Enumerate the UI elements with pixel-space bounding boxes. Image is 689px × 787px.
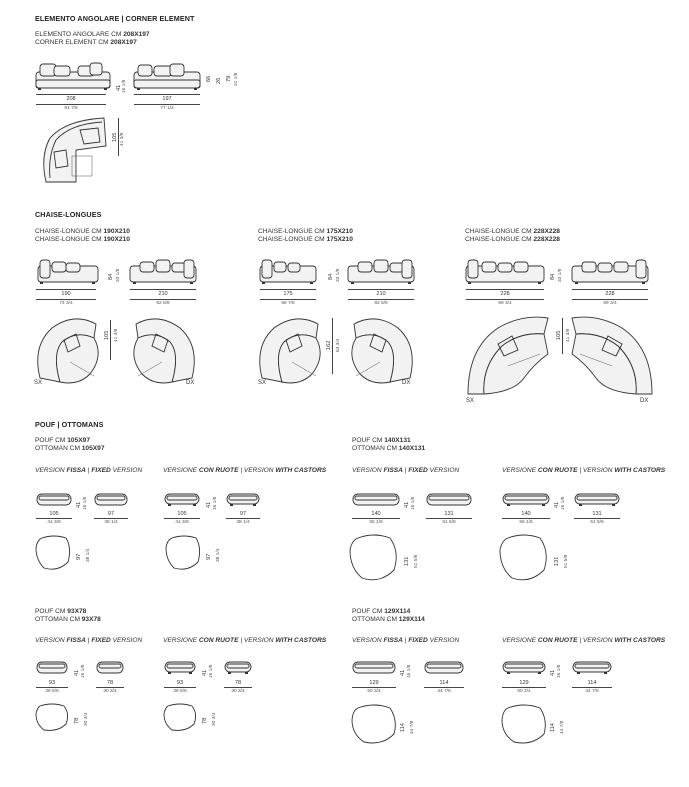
chaise-3-width-a-in: 89 3/4 (498, 301, 512, 306)
pouf-3-fixed-top-depth: 78 (74, 717, 80, 724)
pouf-1-subtitle-a: POUF CM 105X97 (35, 437, 90, 444)
chaise-1-subtitle-a: CHAISE-LONGUE CM 190X210 (35, 228, 130, 235)
pouf-3-fixed-top-view (34, 702, 70, 734)
pouf-2-fixed-version-label: VERSION FISSA | FIXED VERSION (352, 467, 460, 474)
pouf-1-castors-width-in: 41 3/8 (175, 520, 189, 525)
chaise-1-top-view-dx (128, 316, 198, 388)
chaise-3-depth: 105 (556, 330, 562, 340)
pouf-1-fixed-side-view (36, 492, 72, 508)
corner-depth-in: 41 3/8 (120, 132, 125, 146)
corner-width-2-in: 77 1/2 (160, 106, 174, 111)
corner-top-view (36, 116, 116, 188)
chaise-2-width-a: 175 (283, 291, 293, 297)
corner-heading: ELEMENTO ANGOLARE | CORNER ELEMENT (35, 14, 195, 23)
chaise-3-subtitle-b: CHAISE-LONGUE CM 228X228 (465, 236, 560, 243)
pouf-3-castors-side-view-b (224, 660, 252, 676)
corner-seat-height: 41 (116, 84, 122, 91)
pouf-2-castors-side-view-b (574, 492, 620, 508)
pouf-1-castors-height-in: 16 1/8 (213, 496, 218, 510)
chaise-2-top-view-dx (346, 316, 416, 388)
chaise-1-depth-in: 41 3/8 (114, 328, 119, 342)
chaise-1-top-view-sx (34, 316, 104, 388)
chaise-3-top-view-dx (566, 314, 656, 398)
pouf-2-castors-top-view (498, 532, 552, 584)
chaise-2-dx-label: DX (402, 380, 411, 386)
pouf-4-castors-height: 41 (550, 669, 556, 676)
chaise-1-sx-label: SX (34, 380, 43, 386)
pouf-2-castors-height: 41 (554, 501, 560, 508)
pouf-2-castors-depth-in: 51 5/8 (590, 520, 604, 525)
chaise-2-depth: 162 (326, 340, 332, 350)
chaise-2-height: 84 (328, 273, 334, 280)
pouf-2-fixed-depth: 131 (444, 511, 454, 517)
pouf-3-fixed-side-view-b (96, 660, 124, 676)
pouf-3-fixed-width: 93 (48, 680, 56, 686)
pouf-1-castors-height: 41 (206, 501, 212, 508)
pouf-2-fixed-top-depth-in: 51 5/8 (414, 554, 419, 568)
pouf-4-fixed-width-in: 50 3/4 (367, 689, 381, 694)
pouf-3-castors-depth: 78 (234, 680, 242, 686)
pouf-2-fixed-top-view (348, 532, 402, 584)
pouf-4-subtitle-b: OTTOMAN CM 129X114 (352, 616, 425, 623)
pouf-2-fixed-height-in: 16 1/8 (411, 496, 416, 510)
pouf-2-castors-width: 140 (521, 511, 531, 517)
chaise-3-dx-label: DX (640, 398, 649, 404)
chaise-2-width-b: 210 (376, 291, 386, 297)
chaise-3-width-a: 228 (500, 291, 510, 297)
pouf-1-fixed-version-label: VERSION FISSA | FIXED VERSION (35, 467, 143, 474)
pouf-2-subtitle-b: OTTOMAN CM 140X131 (352, 445, 426, 452)
chaise-1-width-b-in: 82 5/8 (156, 301, 170, 306)
chaise-2-subtitle-a: CHAISE-LONGUE CM 175X210 (258, 228, 353, 235)
pouf-3-castors-top-depth-in: 30 3/4 (212, 712, 217, 726)
pouf-1-castors-depth-in: 38 1/4 (236, 520, 250, 525)
pouf-4-castors-depth-in: 44 7/8 (585, 689, 599, 694)
pouf-2-subtitle-a: POUF CM 140X131 (352, 437, 411, 444)
chaise-1-height-in: 33 1/8 (116, 268, 121, 282)
pouf-1-fixed-top-depth: 97 (76, 553, 82, 560)
pouf-4-fixed-depth-in: 44 7/8 (437, 689, 451, 694)
chaise-2-width-a-in: 68 7/8 (281, 301, 295, 306)
pouf-2-fixed-width: 140 (371, 511, 381, 517)
chaise-2-height-in: 33 1/8 (336, 268, 341, 282)
chaise-3-width-b-in: 89 3/4 (603, 301, 617, 306)
corner-width-1-in: 81 7/8 (64, 106, 78, 111)
pouf-1-fixed-height-in: 16 1/8 (83, 496, 88, 510)
pouf-1-castors-side-view (164, 492, 200, 508)
pouf-1-fixed-height: 41 (76, 501, 82, 508)
chaise-1-side-view-b (128, 258, 198, 288)
pouf-4-fixed-width: 129 (369, 680, 379, 686)
pouf-4-subtitle-a: POUF CM 129X114 (352, 608, 411, 615)
chaise-heading: CHAISE-LONGUES (35, 210, 102, 219)
pouf-4-castors-side-view-b (572, 660, 612, 676)
chaise-3-depth-in: 41 3/8 (566, 328, 571, 342)
pouf-3-fixed-depth: 78 (106, 680, 114, 686)
chaise-3-height: 84 (550, 273, 556, 280)
chaise-3-top-view-sx (464, 314, 554, 398)
pouf-4-fixed-height-in: 16 1/8 (407, 664, 412, 678)
pouf-3-castors-width-in: 36 5/8 (173, 689, 187, 694)
pouf-2-fixed-side-view-b (426, 492, 472, 508)
pouf-4-castors-side-view (502, 660, 546, 676)
chaise-3-side-view-a (464, 258, 548, 288)
chaise-1-side-view-a (36, 258, 100, 288)
chaise-2-side-view-a (258, 258, 320, 288)
pouf-1-fixed-depth-in: 38 1/4 (104, 520, 118, 525)
pouf-4-fixed-depth: 114 (439, 680, 449, 686)
chaise-2-side-view-b (346, 258, 416, 288)
pouf-2-fixed-side-view (352, 492, 400, 508)
chaise-1-width-a: 190 (61, 291, 71, 297)
corner-side-view-left (34, 60, 114, 94)
pouf-heading: POUF | OTTOMANS (35, 420, 104, 429)
pouf-3-castors-top-depth: 78 (202, 717, 208, 724)
pouf-4-fixed-side-view-b (424, 660, 464, 676)
pouf-1-fixed-side-view-b (94, 492, 128, 508)
pouf-3-castors-depth-in: 30 3/4 (231, 689, 245, 694)
corner-back-height: 79 (226, 75, 232, 82)
pouf-3-castors-top-view (162, 702, 198, 734)
pouf-4-fixed-top-depth: 114 (400, 723, 406, 732)
pouf-2-castors-height-in: 16 1/8 (561, 496, 566, 510)
pouf-4-castors-depth: 114 (587, 680, 597, 686)
pouf-2-castors-top-depth: 131 (554, 556, 560, 566)
pouf-4-castors-version-label: VERSIONE CON RUOTE | VERSION WITH CASTORS (502, 637, 666, 644)
pouf-3-fixed-depth-in: 30 3/4 (103, 689, 117, 694)
corner-depth: 105 (112, 132, 118, 142)
pouf-2-castors-width-in: 55 1/8 (519, 520, 533, 525)
pouf-3-castors-side-view (164, 660, 196, 676)
pouf-2-castors-version-label: VERSIONE CON RUOTE | VERSION WITH CASTORS (502, 467, 666, 474)
pouf-3-castors-width: 93 (176, 680, 184, 686)
chaise-2-subtitle-b: CHAISE-LONGUE CM 175X210 (258, 236, 353, 243)
chaise-2-top-view-sx (256, 316, 326, 388)
pouf-4-castors-width-in: 50 3/4 (517, 689, 531, 694)
pouf-3-fixed-height: 41 (74, 669, 80, 676)
pouf-2-castors-side-view (502, 492, 550, 508)
corner-width-1: 208 (66, 96, 76, 102)
chaise-1-subtitle-b: CHAISE-LONGUE CM 190X210 (35, 236, 130, 243)
pouf-4-castors-top-view (500, 702, 550, 748)
pouf-4-castors-top-depth-in: 44 7/8 (560, 720, 565, 734)
chaise-1-width-a-in: 74 3/4 (59, 301, 73, 306)
pouf-4-fixed-version-label: VERSION FISSA | FIXED VERSION (352, 637, 460, 644)
pouf-1-fixed-depth: 97 (107, 511, 115, 517)
pouf-3-castors-version-label: VERSIONE CON RUOTE | VERSION WITH CASTORS (163, 637, 327, 644)
pouf-4-fixed-top-depth-in: 44 7/8 (410, 720, 415, 734)
pouf-1-castors-top-view (164, 534, 204, 574)
chaise-3-side-view-b (570, 258, 650, 288)
chaise-2-depth-in: 63 3/4 (336, 338, 341, 352)
pouf-4-fixed-top-view (350, 702, 400, 748)
corner-subtitle-it: ELEMENTO ANGOLARE CM 208X197 (35, 31, 150, 38)
chaise-2-width-b-in: 82 5/8 (374, 301, 388, 306)
chaise-3-subtitle-a: CHAISE-LONGUE CM 228X228 (465, 228, 560, 235)
pouf-1-fixed-width-in: 41 3/8 (47, 520, 61, 525)
pouf-2-castors-top-depth-in: 51 5/8 (564, 554, 569, 568)
pouf-3-fixed-width-in: 36 5/8 (45, 689, 59, 694)
pouf-2-fixed-top-depth: 131 (404, 556, 410, 566)
pouf-4-fixed-side-view (352, 660, 396, 676)
pouf-1-castors-side-view-b (226, 492, 260, 508)
pouf-2-castors-depth: 131 (592, 511, 602, 517)
corner-side-view-right (132, 60, 204, 94)
pouf-4-castors-height-in: 16 1/8 (557, 664, 562, 678)
pouf-1-castors-version-label: VERSIONE CON RUOTE | VERSION WITH CASTORS (163, 467, 327, 474)
pouf-1-castors-top-depth-in: 38 1/4 (216, 548, 221, 562)
pouf-1-castors-depth: 97 (239, 511, 247, 517)
pouf-1-subtitle-b: OTTOMAN CM 105X97 (35, 445, 105, 452)
corner-arm-height: 66 (206, 75, 212, 82)
pouf-3-fixed-side-view (36, 660, 68, 676)
pouf-1-castors-width: 105 (177, 511, 187, 517)
pouf-1-fixed-top-view (34, 534, 74, 574)
chaise-1-dx-label: DX (186, 380, 195, 386)
pouf-3-fixed-top-depth-in: 30 3/4 (84, 712, 89, 726)
chaise-2-sx-label: SX (258, 380, 267, 386)
corner-seat-height-in: 16 1/8 (122, 79, 127, 93)
pouf-4-fixed-height: 41 (400, 669, 406, 676)
pouf-1-castors-top-depth: 97 (206, 553, 212, 560)
pouf-3-subtitle-b: OTTOMAN CM 93X78 (35, 616, 101, 623)
pouf-3-fixed-version-label: VERSION FISSA | FIXED VERSION (35, 637, 143, 644)
chaise-1-width-b: 210 (158, 291, 168, 297)
pouf-3-castors-height: 41 (202, 669, 208, 676)
corner-back-height-in: 31 1/8 (234, 72, 239, 86)
pouf-3-subtitle-a: POUF CM 93X78 (35, 608, 87, 615)
pouf-2-fixed-depth-in: 51 5/8 (442, 520, 456, 525)
pouf-4-castors-top-depth: 114 (550, 723, 556, 732)
pouf-4-castors-width: 129 (519, 680, 529, 686)
pouf-2-fixed-width-in: 55 1/8 (369, 520, 383, 525)
chaise-1-height: 84 (108, 273, 114, 280)
pouf-3-castors-height-in: 16 1/8 (209, 664, 214, 678)
pouf-2-fixed-height: 41 (404, 501, 410, 508)
pouf-1-fixed-width: 105 (49, 511, 59, 517)
corner-arm-height-b: 26 (216, 77, 222, 84)
pouf-3-fixed-height-in: 16 1/8 (81, 664, 86, 678)
chaise-3-width-b: 228 (605, 291, 615, 297)
chaise-1-depth: 105 (104, 330, 110, 340)
chaise-3-height-in: 33 1/8 (558, 268, 563, 282)
corner-width-2: 197 (162, 96, 172, 102)
pouf-1-fixed-top-depth-in: 38 1/4 (86, 548, 91, 562)
chaise-3-sx-label: SX (466, 398, 475, 404)
corner-subtitle-en: CORNER ELEMENT CM 208X197 (35, 39, 137, 46)
